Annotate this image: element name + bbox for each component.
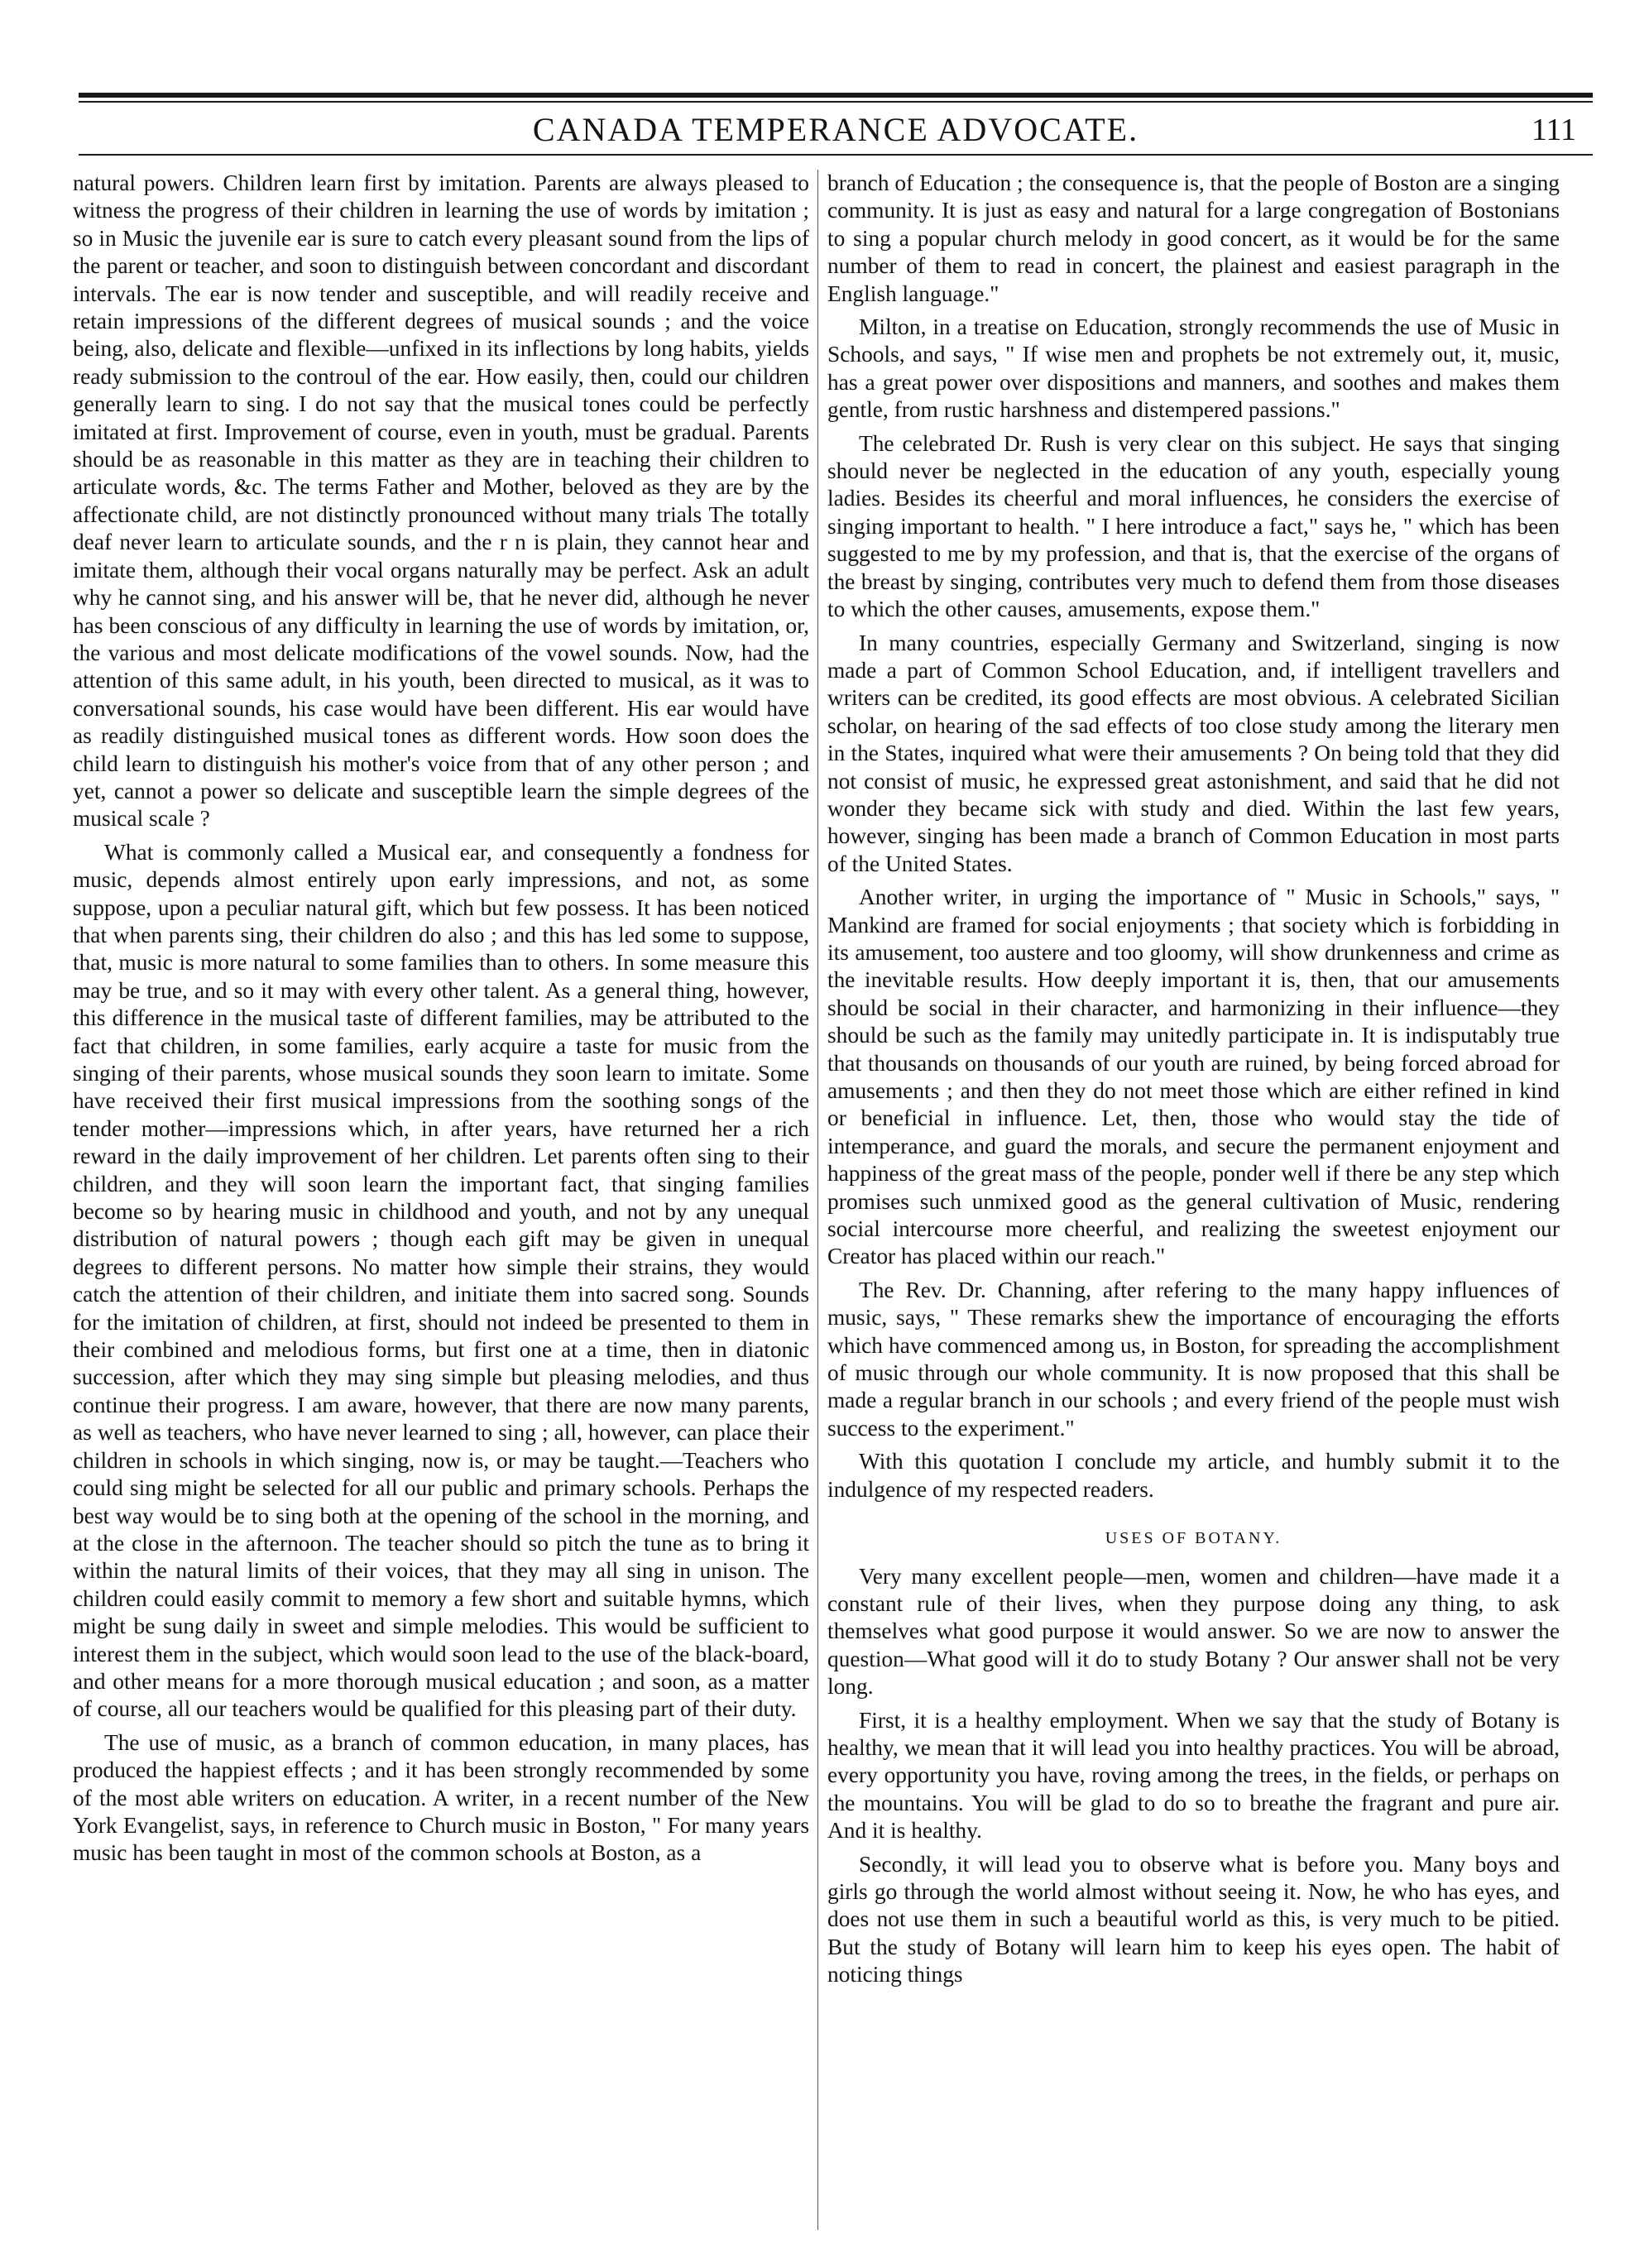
header-bottom-rule (79, 154, 1593, 156)
column-divider (817, 170, 818, 2230)
paragraph: What is commonly called a Musical ear, and consequently a fondness for music, depends almost entirely upon early impressions, and not, as some suppose, upon a peculiar natural gift, which but few possess. It has been noticed that when parents sing, their children do also ; and this has led some to suppose, that, music is more natural to some families than to others. In some measure this may be true, and so it may with every other talent. As a general thing, however, this difference in the musical taste of different families, may be attributed to the fact that children, in some families, early acquire a taste for music from the singing of their parents, whose musical sounds they soon learn to imitate. Some have received their first musical impressions from the soothing songs of the tender mother—impressions which, in after years, have returned her a rich reward in the daily improvement of her children. Let parents often sing to their children, and they will soon learn the important fact, that singing families become so by hearing music in childhood and youth, and not by any unequal distribution of natural powers ; though each gift may be given in unequal degrees to different persons. No matter how simple their strains, they would catch the attention of their children, and initiate them into sacred song. Sounds for the imitation of children, at first, should not indeed be presented to them in their combined and melodious forms, but first one at a time, then in diatonic succession, after which they may sing simple but pleasing melodies, and thus continue their progress. I am aware, however, that there are now many parents, as well as teachers, who have never learned to sing ; all, however, can place their children in schools in which singing, now is, or may be taught.—Teachers who could sing might be selected for all our public and primary schools. Perhaps the best way would be to sing both at the opening of the school in the morning, and at the close in the afternoon. The teacher should so pitch the tune as to bring it within the natural limits of their voices, that they may all sing in unison. The children could easily commit to memory a few short and suitable hymns, which might be sung daily in sweet and simple melodies. This would be sufficient to interest them in the subject, which would soon lead to the use of the black-board, and other means for a more thorough musical education ; and soon, as a matter of course, all our teachers would be qualified for this pleasing part of their duty. (73, 839, 809, 1722)
paragraph: First, it is a healthy employment. When we say that the study of Botany is healthy, we mean that it will lead you into healthy practices. You will be abroad, every opportunity you have, roving among the trees, in the fields, or perhaps on the mountains. You will be glad to do so to breathe the fragrant and pure air. And it is healthy. (827, 1707, 1560, 1844)
paragraph: natural powers. Children learn first by imitation. Parents are always pleased to witness the progress of their children in learning the use of words by imitation ; so in Music the juvenile ear is sure to catch every pleasant sound from the lips of the parent or teacher, and soon to distinguish between concordant and discordant intervals. The ear is now tender and susceptible, and will readily receive and retain impressions of the different degrees of musical sounds ; and the voice being, also, delicate and flexible—unfixed in its inflections by long habits, yields ready submission to the controul of the ear. How easily, then, could our children generally learn to sing. I do not say that the musical tones could be perfectly imitated at first. Improvement of course, even in youth, must be gradual. Parents should be as reasonable in this matter as they are in teaching their children to articulate words, &c. The terms Father and Mother, beloved as they are by the affectionate child, are not distinctly pronounced without many trials The totally deaf never learn to articulate sounds, and the r n is plain, they cannot hear and imitate them, although their vocal organs naturally may be perfect. Ask an adult why he cannot sing, and his answer will be, that he never did, although he never has been conscious of any difficulty in learning the use of words by imitation, or, the various and most delicate modifications of the vowel sounds. Now, had the attention of this same adult, in his youth, been directed to musical, as it was to conversational sounds, his case would have been different. His ear would have as readily distinguished musical tones as different words. How soon does the child learn to distinguish his mother's voice from that of any other person ; and yet, cannot a power so delicate and susceptible learn the simple degrees of the musical scale ? (73, 170, 810, 832)
paragraph: Secondly, it will lead you to observe what is before you. Many boys and girls go through the world almost without seeing it. Now, he who has eyes, and does not use them in such a beautiful world as this, is very much to be pitied. But the study of Botany will learn him to keep his eyes open. The habit of noticing things (827, 1851, 1560, 1987)
left-column (73, 170, 809, 1873)
paragraph: The Rev. Dr. Channing, after refering to the many happy influences of music, says, " These remarks shew the importance of encouraging the efforts which have commenced among us, in Boston, for spreading the accomplishment of music through our whole community. It is now proposed that this shall be made a regular branch in our schools ; and every friend of the people must wish success to the experiment." (827, 1277, 1560, 1441)
paragraph: Very many excellent people—men, women and children—have made it a constant rule of their lives, when they purpose doing any thing, to ask themselves what good purpose it would answer. So we are now to answer the question—What good will it do to study Botany ? Our answer shall not be very long. (827, 1563, 1560, 1700)
paragraph: Another writer, in urging the importance of " Music in Schools," says, " Mankind are framed for social enjoyments ; that society which is forbidding in its amusement, too austere and too gloomy, will show drunkenness and crime as the inevitable results. How deeply important it is, then, that our amusements should be social in their character, and harmonizing in their influence—they should be such as the family may unitedly participate in. It is indisputably true that thousands on thousands of our youth are ruined, by being forced abroad for amusements ; and then they do not meet those which are either refined in kind or beneficial in influence. Let, then, those who would stay the tide of intemperance, and guard the morals, and secure the permanent enjoyment and happiness of the great mass of the people, ponder well if there be any step which promises such unmixed good as the general cultivation of Music, rendering social intercourse more cheerful, and realizing the sweetest enjoyment our Creator has placed within our reach." (827, 885, 1560, 1269)
header-rule-thin (79, 101, 1593, 103)
paragraph: Milton, in a treatise on Education, strongly recommends the use of Music in Schools, and says, " If wise men and prophets be not extremely out, it, music, has a great power over dispositions and manners, and soothes and makes them gentle, from rustic harshness and distempered passions." (827, 314, 1560, 423)
right-column (827, 170, 1560, 1995)
page-number: 111 (1531, 113, 1576, 147)
paragraph: With this quotation I conclude my article, and humbly submit it to the indulgence of my respected readers. (827, 1449, 1560, 1502)
paragraph: In many countries, especially Germany and Switzerland, singing is now made a part of Common School Education, and, if intelligent travellers and writers can be credited, its good effects are most obvious. A celebrated Sicilian scholar, on hearing of the sad effects of too close study among the literary men in the States, inquired what were their amusements ? On being told that they did not consist of music, he expressed great astonishment, and said that he did not wonder they became sick with study and died. Within the last few years, however, singing has been made a branch of Common Education in most parts of the United States. (827, 630, 1560, 876)
paragraph: branch of Education ; the consequence is, that the people of Boston are a singing community. It is just as easy and natural for a large congregation of Bostonians to sing a popular church melody in good concert, as it would be for the same number of them to read in concert, the plainest and easiest paragraph in the English language." (827, 170, 1560, 306)
header-rule-thick (79, 93, 1593, 98)
paragraph: The celebrated Dr. Rush is very clear on this subject. He says that singing should never be neglected in the education of any youth, especially young ladies. Besides its cheerful and moral influences, he considers the exercise of singing important to health. " I here introduce a fact," says he, " which has been suggested to me by my profession, and that is, that the exercise of the organs of the breast by singing, contributes very much to defend them from those diseases to which the other causes, amusements, expose them." (827, 430, 1560, 622)
page-header (79, 109, 1593, 151)
section-heading: USES OF BOTANY. (1105, 1529, 1282, 1548)
publication-title: CANADA TEMPERANCE ADVOCATE. (532, 111, 1139, 148)
paragraph: The use of music, as a branch of common education, in many places, has produced the happiest effects ; and it has been strongly recommended by some of the most able writers on education. A writer, in a recent number of the New York Evangelist, says, in reference to Church music in Boston, " For many years music has been taught in most of the common schools at Boston, as a (73, 1729, 809, 1866)
